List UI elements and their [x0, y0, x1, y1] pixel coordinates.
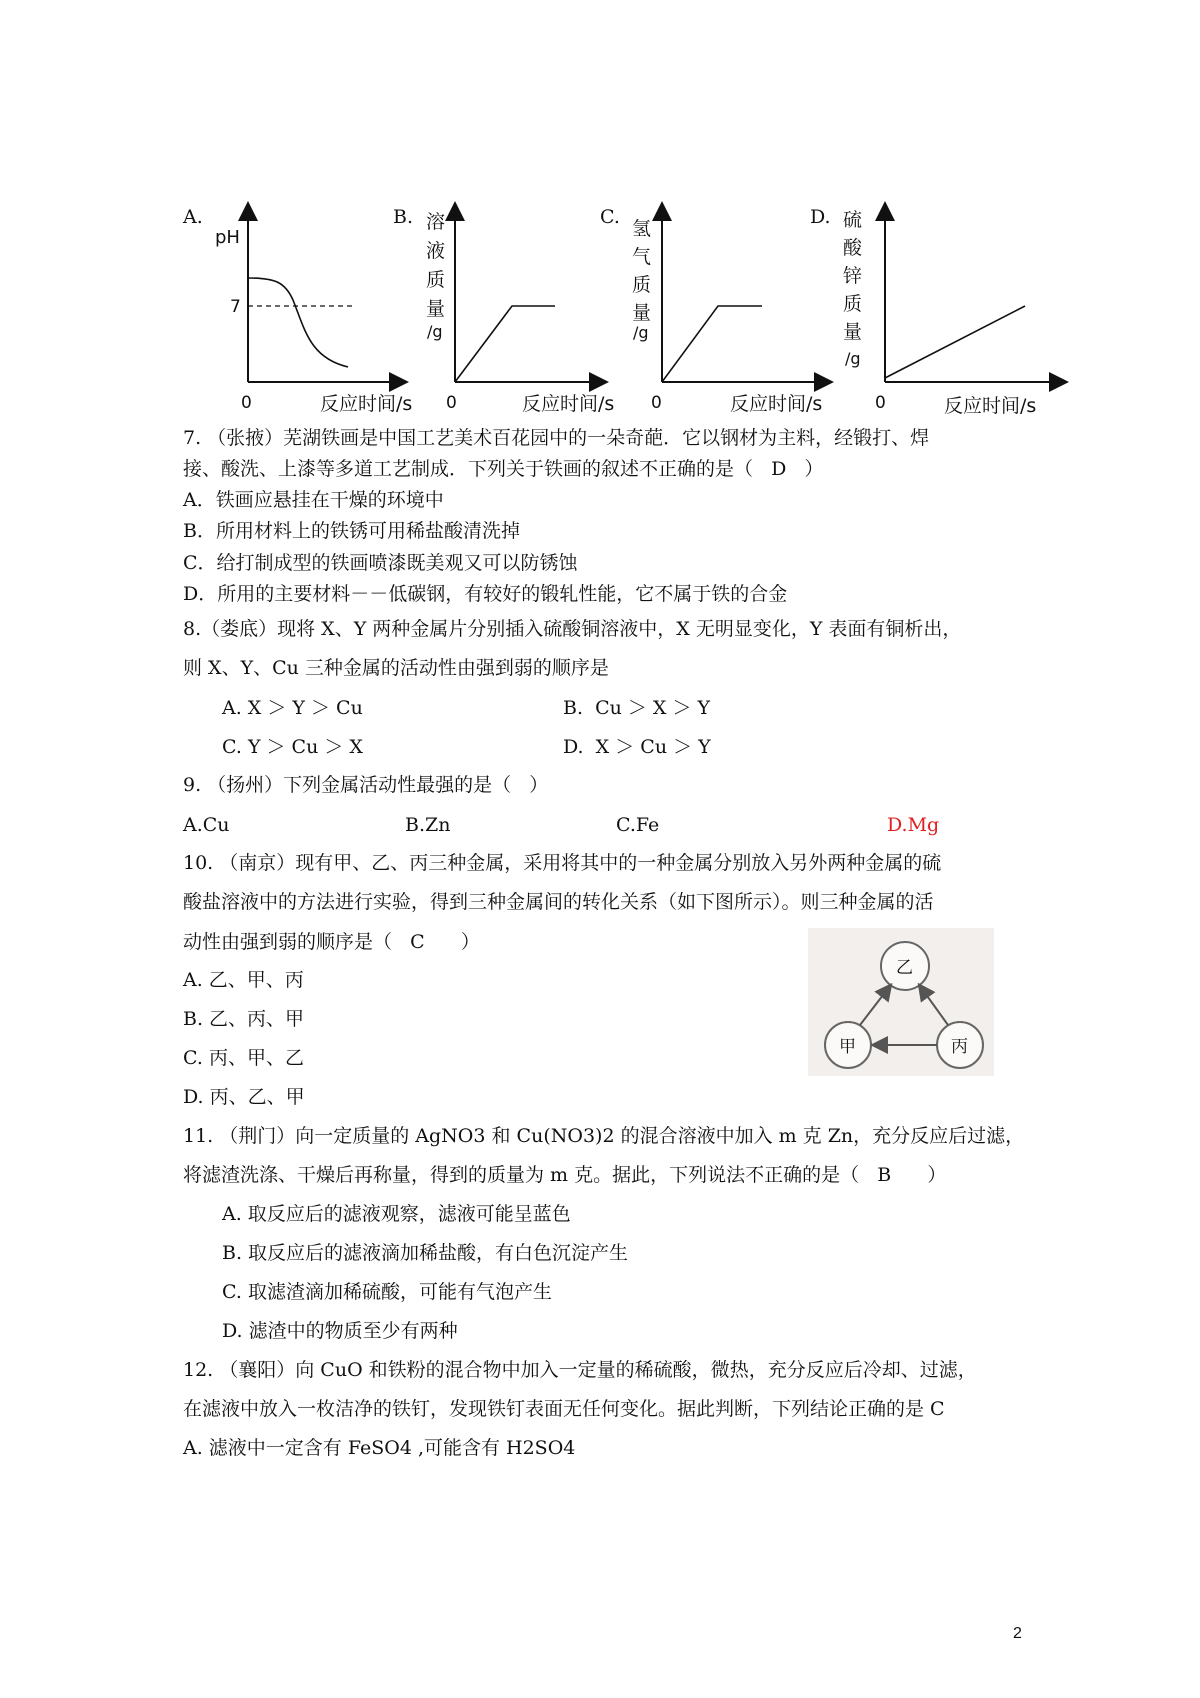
- q8-stem-line2: 则 X、Y、Cu 三种金属的活动性由强到弱的顺序是: [183, 657, 609, 679]
- graph-d-ylabel-char: 锌: [843, 265, 863, 287]
- q11-option-d: D. 滤渣中的物质至少有两种: [222, 1320, 458, 1342]
- graph-c-ylabel-char: 量: [632, 302, 652, 324]
- node-jia-label: 甲: [839, 1037, 856, 1057]
- q8-option-c: C. Y ＞ Cu ＞ X: [222, 736, 363, 758]
- graph-c-origin: 0: [651, 393, 662, 413]
- q10-stem-line3: 动性由强到弱的顺序是（ C ）: [183, 931, 480, 953]
- graph-b-ylabel-char: 质: [426, 269, 446, 291]
- q7-option-b: B．所用材料上的铁锈可用稀盐酸清洗掉: [183, 520, 520, 542]
- graph-d-ylabel-char: 硫: [843, 209, 863, 231]
- graphs-figure: [0, 0, 1200, 430]
- q12-stem-line2: 在滤液中放入一枚洁净的铁钉，发现铁钉表面无任何变化。据此判断，下列结论正确的是 C: [183, 1398, 945, 1420]
- graph-a-xlabel: 反应时间/s: [320, 393, 413, 415]
- q12-stem-line1: 12. （襄阳）向 CuO 和铁粉的混合物中加入一定量的稀硫酸，微热，充分反应后冷却、过滤，: [183, 1359, 977, 1381]
- graph-d-xlabel: 反应时间/s: [944, 395, 1037, 417]
- node-yi-label: 乙: [896, 958, 913, 978]
- q9-stem: 9. （扬州）下列金属活动性最强的是（ ）: [183, 774, 549, 796]
- graph-b: [393, 205, 614, 415]
- graph-a-ylabel: pH: [215, 227, 240, 248]
- graph-b-ylabel-char: 量: [426, 298, 446, 320]
- q9-option-b: B.Zn: [405, 814, 451, 836]
- node-bing-label: 丙: [951, 1037, 968, 1057]
- graph-c-unit: /g: [633, 323, 649, 342]
- graph-b-ylabel-char: 液: [426, 240, 446, 262]
- q7-stem-line1: 7. （张掖）芜湖铁画是中国工艺美术百花园中的一朵奇葩．它以钢材为主料，经锻打、焊: [183, 427, 930, 449]
- graph-c-xlabel: 反应时间/s: [730, 393, 823, 415]
- q7-option-a: A．铁画应悬挂在干燥的环境中: [183, 489, 444, 511]
- q9-option-a: A.Cu: [183, 814, 230, 836]
- q12-option-a: A. 滤液中一定含有 FeSO4 ,可能含有 H2SO4: [183, 1437, 576, 1459]
- q7-option-d: D．所用的主要材料－－低碳钢，有较好的锻轧性能，它不属于铁的合金: [183, 583, 788, 605]
- q11-stem-line2: 将滤渣洗涤、干燥后再称量，得到的质量为 m 克。据此，下列说法不正确的是（ B ）: [183, 1164, 947, 1186]
- graph-d-origin: 0: [875, 393, 886, 413]
- q11-stem-line1: 11. （荆门）向一定质量的 AgNO3 和 Cu(NO3)2 的混合溶液中加入 m 克 Zn，充分反应后过滤，: [183, 1125, 1025, 1147]
- q9-option-c: C.Fe: [616, 814, 660, 836]
- q8-option-b: B. Cu ＞ X ＞ Y: [563, 697, 711, 719]
- graph-b-ylabel-char: 溶: [426, 211, 446, 233]
- graph-b-xlabel: 反应时间/s: [522, 393, 615, 415]
- q7-stem-line2: 接、酸洗、上漆等多道工艺制成．下列关于铁画的叙述不正确的是（ D ）: [183, 458, 824, 480]
- graph-b-curve: [455, 306, 555, 382]
- q10-stem-line2: 酸盐溶液中的方法进行实验，得到三种金属间的转化关系（如下图所示）。则三种金属的活: [183, 891, 934, 913]
- graph-c-curve: [662, 306, 762, 382]
- q9-option-d-answer: D.Mg: [887, 814, 940, 836]
- graph-a-curve: [248, 278, 348, 367]
- graph-d-label: D.: [810, 206, 831, 228]
- q10-option-c: C. 丙、甲、乙: [183, 1047, 304, 1069]
- graph-a-origin: 0: [241, 393, 252, 413]
- q8-option-d: D. X ＞ Cu ＞ Y: [563, 736, 711, 758]
- graph-a: [182, 205, 412, 415]
- page-number: 2: [1013, 1625, 1022, 1642]
- graph-b-label: B.: [393, 206, 414, 228]
- q8-stem-line1: 8.（娄底）现将 X、Y 两种金属片分别插入硫酸铜溶液中，X 无明显变化，Y 表面有铜析出，: [183, 618, 962, 640]
- graph-d-ylabel-char: 量: [843, 321, 863, 343]
- graph-d-ylabel-char: 质: [843, 293, 863, 315]
- q10-conversion-diagram: [808, 928, 994, 1076]
- graph-b-unit: /g: [427, 322, 443, 341]
- graph-c: [600, 205, 830, 415]
- q10-option-d: D. 丙、乙、甲: [183, 1086, 305, 1108]
- graph-c-ylabel-char: 质: [632, 274, 652, 296]
- graph-c-ylabel-char: 氢: [632, 218, 652, 240]
- graph-d-unit: /g: [845, 349, 861, 368]
- graph-d-curve: [885, 306, 1025, 378]
- graph-a-level-label: 7: [230, 297, 241, 317]
- q10-option-b: B. 乙、丙、甲: [183, 1008, 305, 1030]
- graph-d: [810, 205, 1065, 417]
- graph-a-label: A.: [183, 206, 203, 228]
- q10-stem-line1: 10. （南京）现有甲、乙、丙三种金属，采用将其中的一种金属分别放入另外两种金属的硫: [183, 852, 942, 874]
- q11-option-a: A. 取反应后的滤液观察，滤液可能呈蓝色: [222, 1203, 571, 1225]
- q11-option-c: C. 取滤渣滴加稀硫酸，可能有气泡产生: [222, 1281, 552, 1303]
- q11-option-b: B. 取反应后的滤液滴加稀盐酸，有白色沉淀产生: [222, 1242, 629, 1264]
- q8-option-a: A. X ＞ Y ＞ Cu: [222, 697, 363, 719]
- q7-option-c: C．给打制成型的铁画喷漆既美观又可以防锈蚀: [183, 552, 578, 574]
- graph-c-label: C.: [600, 206, 620, 228]
- graph-b-origin: 0: [446, 393, 457, 413]
- graph-d-ylabel-char: 酸: [843, 237, 863, 259]
- graph-c-ylabel-char: 气: [632, 246, 652, 268]
- q10-option-a: A. 乙、甲、丙: [183, 969, 304, 991]
